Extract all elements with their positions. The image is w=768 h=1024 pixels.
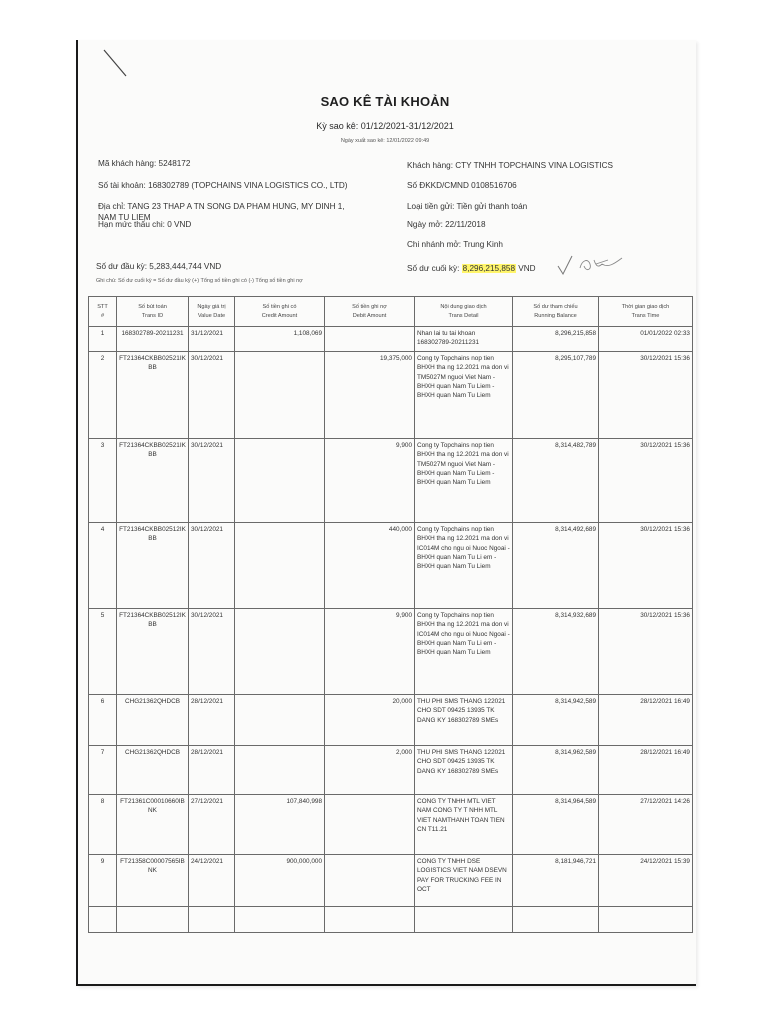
- cell-trans-id: CHG21362QHDCB: [117, 746, 189, 795]
- cell-credit: [235, 523, 325, 609]
- cell-credit: [235, 695, 325, 746]
- cell-detail: Cong ty Topchains nop tien BHXH tha ng 12.2021 ma don vi TM5027M nguoi Viet Nam - BHXH quan Nam Tu Liem - BHXH quan Nam Tu Liem: [415, 352, 513, 439]
- cell-trans-id: FT21364CKBB02512IKBB: [117, 609, 189, 695]
- pen-stroke-mark: [102, 48, 132, 80]
- cell-credit: [235, 746, 325, 795]
- cell-debit: 2,000: [325, 746, 415, 795]
- table-row: [89, 327, 693, 352]
- cell-balance: 8,314,932,689: [513, 609, 599, 695]
- table-row: [89, 352, 693, 439]
- cell-trans-id: FT21364CKBB02512IKBB: [117, 523, 189, 609]
- table-row: [89, 795, 693, 855]
- cell-balance: 8,314,492,689: [513, 523, 599, 609]
- cell-debit: 440,000: [325, 523, 415, 609]
- cell-time: 27/12/2021 14:26: [599, 795, 693, 855]
- cell-time: 30/12/2021 15:36: [599, 352, 693, 439]
- cell-value-date: 30/12/2021: [189, 523, 235, 609]
- col-header-detail: Nội dung giao dịch Trans Detail: [415, 297, 513, 327]
- cell-credit: 107,840,998: [235, 795, 325, 855]
- cell-value-date: 30/12/2021: [189, 439, 235, 523]
- table-row: [89, 746, 693, 795]
- document-title: SAO KÊ TÀI KHOẢN: [320, 94, 450, 109]
- cell-trans-id: FT21361C00010660IBNK: [117, 795, 189, 855]
- open-date: Ngày mở: 22/11/2018: [407, 220, 486, 229]
- cell-credit: [235, 352, 325, 439]
- cell-balance: 8,295,107,789: [513, 352, 599, 439]
- cell-detail: THU PHI SMS THANG 122021 CHO SDT 09425 13935 TK DANG KY 168302789 SMEs: [415, 746, 513, 795]
- cell-time: 24/12/2021 15:39: [599, 855, 693, 907]
- branch: Chi nhánh mở: Trung Kinh: [407, 240, 503, 249]
- cell-value-date: 30/12/2021: [189, 609, 235, 695]
- cell-time: 01/01/2022 02:33: [599, 327, 693, 352]
- col-header-debit: Số tiền ghi nợ Debit Amount: [325, 297, 415, 327]
- cell-credit: 1,108,069: [235, 327, 325, 352]
- cell-trans-id: 168302789-20211231: [117, 327, 189, 352]
- cell-value-date: 31/12/2021: [189, 327, 235, 352]
- cell-time: 30/12/2021 15:36: [599, 523, 693, 609]
- transactions-table: [88, 296, 693, 933]
- printed-date: Ngày xuất sao kê: 12/01/2022 09:49: [340, 138, 430, 144]
- cell-time: 28/12/2021 16:49: [599, 746, 693, 795]
- customer-code: Mã khách hàng: 5248172: [98, 159, 191, 168]
- col-header-balance: Số dư tham chiếu Running Balance: [513, 297, 599, 327]
- deposit-type: Loại tiền gửi: Tiền gửi thanh toán: [407, 202, 528, 211]
- cell-time: 30/12/2021 15:36: [599, 609, 693, 695]
- closing-balance-unit: VND: [518, 264, 536, 273]
- cell-balance: 8,314,482,789: [513, 439, 599, 523]
- business-id: Số ĐKKD/CMND 0108516706: [407, 181, 517, 190]
- account-number: Số tài khoản: 168302789 (TOPCHAINS VINA LOGISTICS CO., LTD): [98, 181, 348, 190]
- address-line-1: Địa chỉ: TANG 23 THAP A TN SONG DA PHAM HUNG, MY DINH 1,: [98, 202, 345, 211]
- cell-stt: 3: [89, 439, 117, 523]
- cell-stt: 2: [89, 352, 117, 439]
- cell-trans-id: FT21358C00007565IBNK: [117, 855, 189, 907]
- cell-value-date: 28/12/2021: [189, 695, 235, 746]
- cell-detail: CONG TY TNHH DSE LOGISTICS VIET NAM DSEVN PAY FOR TRUCKING FEE IN OCT: [415, 855, 513, 907]
- closing-balance-value: 8,296,215,858: [462, 264, 515, 273]
- cell-trans-id: CHG21362QHDCB: [117, 695, 189, 746]
- cell-debit: 9,900: [325, 439, 415, 523]
- cell-stt: 1: [89, 327, 117, 352]
- cell-stt: 9: [89, 855, 117, 907]
- table-row-empty: [89, 907, 693, 933]
- cell-balance: 8,181,946,721: [513, 855, 599, 907]
- table-header-row: [89, 297, 693, 327]
- cell-detail: Cong ty Topchains nop tien BHXH tha ng 12.2021 ma don vi TM5027M nguoi Viet Nam - BHXH quan Nam Tu Liem - BHXH quan Nam Tu Liem: [415, 439, 513, 523]
- cell-balance: 8,314,964,589: [513, 795, 599, 855]
- table-row: [89, 695, 693, 746]
- cell-debit: [325, 795, 415, 855]
- cell-stt: 8: [89, 795, 117, 855]
- cell-debit: 19,375,000: [325, 352, 415, 439]
- cell-value-date: 24/12/2021: [189, 855, 235, 907]
- statement-period: Kỳ sao kê: 01/12/2021-31/12/2021: [316, 121, 454, 131]
- col-header-credit: Số tiền ghi có Credit Amount: [235, 297, 325, 327]
- col-header-stt: STT #: [89, 297, 117, 327]
- col-header-trans-id: Số bút toán Trans ID: [117, 297, 189, 327]
- cell-time: 30/12/2021 15:36: [599, 439, 693, 523]
- handwritten-check-mark: [556, 252, 626, 278]
- cell-detail: CONG TY TNHH MTL VIET NAM CONG TY T NHH MTL VIET NAMTHANH TOAN TIEN CN T11.21: [415, 795, 513, 855]
- cell-detail: Cong ty Topchains nop tien BHXH tha ng 12.2021 ma don vi IC014M cho ngu oi Nuoc Ngoai - BHXH quan Nam Tu Li em - BHXH quan Nam Tu Liem: [415, 523, 513, 609]
- cell-detail: Cong ty Topchains nop tien BHXH tha ng 12.2021 ma don vi IC014M cho ngu oi Nuoc Ngoai - BHXH quan Nam Tu Li em - BHXH quan Nam Tu Liem: [415, 609, 513, 695]
- cell-value-date: 27/12/2021: [189, 795, 235, 855]
- cell-debit: 9,900: [325, 609, 415, 695]
- cell-debit: [325, 855, 415, 907]
- balance-note: Ghi chú: Số dư cuối kỳ = Số dư đầu kỳ (+) Tổng số tiền ghi có (-) Tổng số tiền ghi nợ: [96, 278, 303, 284]
- col-header-value-date: Ngày giá trị Value Date: [189, 297, 235, 327]
- cell-debit: [325, 327, 415, 352]
- cell-stt: 4: [89, 523, 117, 609]
- cell-trans-id: FT21364CKBB02521IKBB: [117, 439, 189, 523]
- table-row: [89, 855, 693, 907]
- customer-name: Khách hàng: CTY TNHH TOPCHAINS VINA LOGISTICS: [407, 161, 613, 170]
- cell-credit: [235, 609, 325, 695]
- col-header-time: Thời gian giao dịch Trans Time: [599, 297, 693, 327]
- cell-value-date: 30/12/2021: [189, 352, 235, 439]
- cell-stt: 5: [89, 609, 117, 695]
- cell-stt: 7: [89, 746, 117, 795]
- cell-balance: 8,314,942,589: [513, 695, 599, 746]
- cell-stt: 6: [89, 695, 117, 746]
- address-line-2: NAM TU LIEM: [98, 213, 151, 222]
- cell-detail: Nhan lai tu tai khoan 168302789-20211231: [415, 327, 513, 352]
- cell-balance: 8,314,962,589: [513, 746, 599, 795]
- closing-balance: [407, 264, 536, 273]
- cell-credit: [235, 439, 325, 523]
- cell-detail: THU PHI SMS THANG 122021 CHO SDT 09425 13935 TK DANG KY 168302789 SMEs: [415, 695, 513, 746]
- overdraft-limit: Hạn mức thấu chi: 0 VND: [98, 220, 192, 229]
- table-row: [89, 609, 693, 695]
- table-row: [89, 523, 693, 609]
- cell-credit: 900,000,000: [235, 855, 325, 907]
- cell-debit: 20,000: [325, 695, 415, 746]
- opening-balance: Số dư đầu kỳ: 5,283,444,744 VND: [96, 262, 222, 271]
- closing-balance-label: Số dư cuối kỳ:: [407, 264, 460, 273]
- cell-time: 28/12/2021 16:49: [599, 695, 693, 746]
- cell-balance: 8,296,215,858: [513, 327, 599, 352]
- cell-value-date: 28/12/2021: [189, 746, 235, 795]
- table-row: [89, 439, 693, 523]
- cell-trans-id: FT21364CKBB02521IKBB: [117, 352, 189, 439]
